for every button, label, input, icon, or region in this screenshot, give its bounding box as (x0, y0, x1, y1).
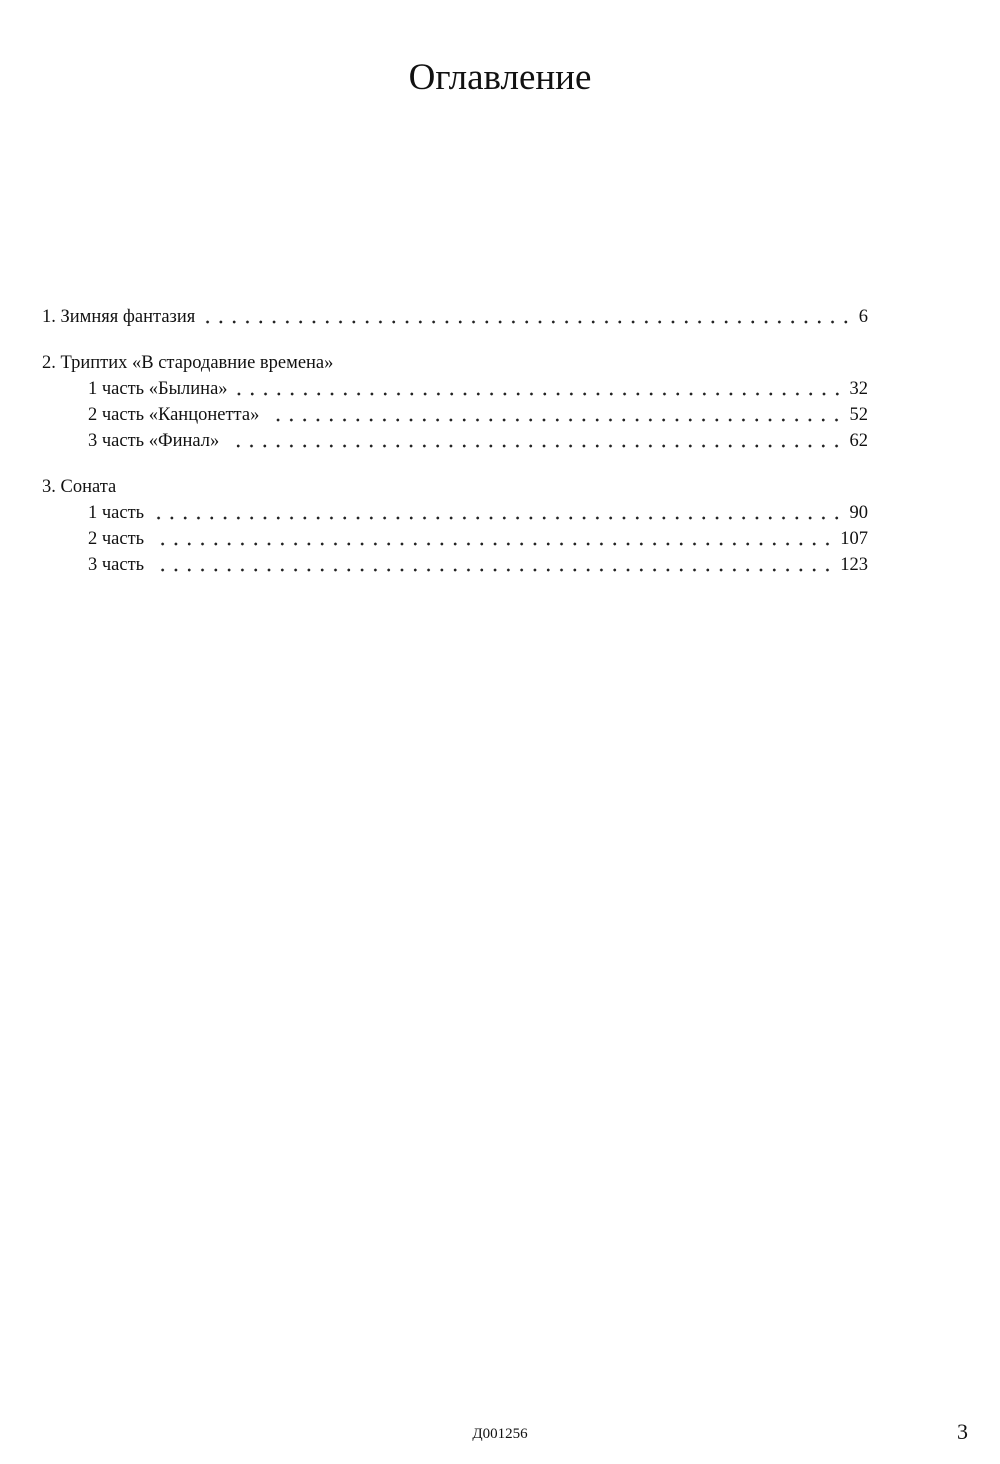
toc-entry[interactable] (42, 552, 868, 578)
toc-section-winter-fantasy (42, 304, 868, 330)
toc-section-title: 2. Триптих «В стародавние времена» (42, 353, 334, 373)
toc-entry[interactable] (42, 304, 868, 330)
toc-entry-title: 1 часть (88, 503, 145, 523)
toc-entry-page: 123 (840, 555, 868, 575)
toc-entry[interactable] (42, 500, 868, 526)
toc-entry-page: 52 (849, 405, 868, 425)
page-title: Оглавление (408, 57, 592, 98)
toc-entry-title: 2 часть (88, 529, 145, 549)
toc-section-heading (42, 350, 868, 376)
dot-leader (152, 541, 834, 547)
toc-section-triptych (42, 350, 868, 454)
toc-entry-title: 1. Зимняя фантазия (42, 307, 196, 327)
toc-entry-title: 3 часть «Финал» (88, 431, 220, 451)
toc-section-heading (42, 474, 868, 500)
toc-entry-page: 62 (849, 431, 868, 451)
toc-entry-title: 1 часть «Былина» (88, 379, 228, 399)
toc-entry-page: 32 (849, 379, 868, 399)
table-of-contents (42, 304, 868, 598)
toc-entry[interactable] (42, 428, 868, 454)
dot-leader (236, 391, 844, 397)
toc-entry-page: 6 (858, 307, 868, 327)
toc-section-title: 3. Соната (42, 477, 117, 497)
page-number: 3 (957, 1419, 968, 1444)
toc-entry[interactable] (42, 402, 868, 428)
toc-entry[interactable] (42, 526, 868, 552)
toc-section-sonata (42, 474, 868, 578)
dot-leader (203, 319, 852, 325)
toc-entry-page: 90 (849, 503, 868, 523)
dot-leader (152, 515, 843, 521)
toc-entry[interactable] (42, 376, 868, 402)
dot-leader (152, 567, 834, 573)
toc-entry-title: 2 часть «Канцонетта» (88, 405, 260, 425)
dot-leader (227, 443, 843, 449)
dot-leader (267, 417, 843, 423)
toc-entry-page: 107 (840, 529, 868, 549)
toc-entry-title: 3 часть (88, 555, 145, 575)
catalog-code: Д001256 (472, 1426, 528, 1442)
